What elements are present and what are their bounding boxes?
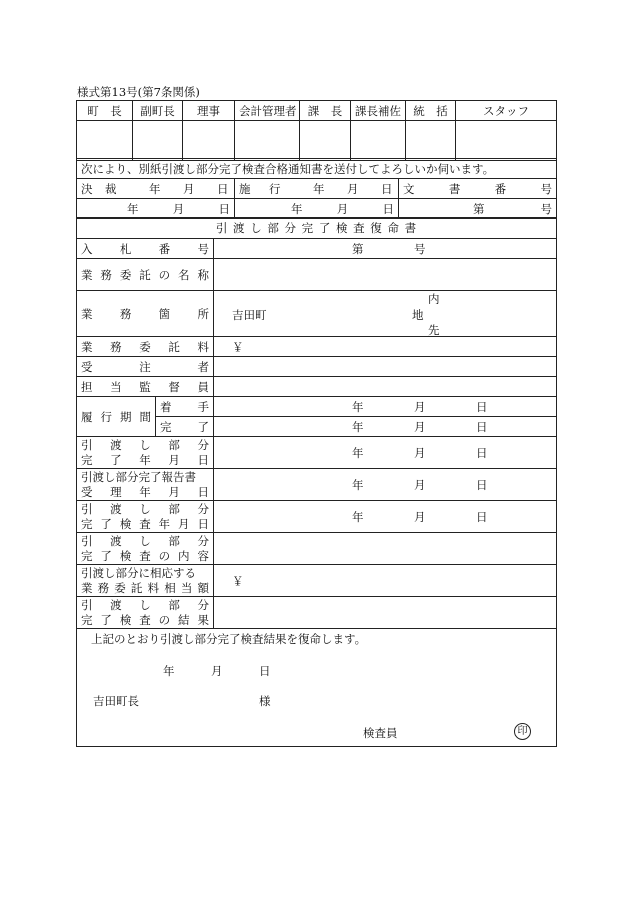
label-fee-equivalent: 引渡し部分に相応する 業 務 委 託 料 相 当 額: [77, 565, 214, 597]
seal-icon: 印: [514, 723, 531, 740]
seal-cell[interactable]: [235, 121, 300, 161]
approver-deputy-mayor: 副町長: [133, 101, 183, 121]
location-value[interactable]: 吉田町 内 地 先: [214, 291, 557, 337]
approver-director: 理事: [183, 101, 235, 121]
request-text: 次により、別紙引渡し部分完了検査合格通知書を送付してよろしいか伺います。: [77, 159, 557, 179]
label-fee: 業 務 委 託 料: [77, 337, 214, 357]
work-name-value[interactable]: [214, 259, 557, 291]
seal-cell[interactable]: [456, 121, 557, 161]
seal-cell[interactable]: [133, 121, 183, 161]
mayor-name: 吉田町長: [93, 694, 139, 708]
period-start-value[interactable]: 年 月 日: [214, 397, 557, 417]
label-inspection-date: 引 渡 し 部 分 完 了 検 査 年 月 日: [77, 501, 214, 533]
inspection-content-value[interactable]: [214, 533, 557, 565]
handover-date-value[interactable]: 年 月 日: [214, 437, 557, 469]
label-work-name: 業 務 委 託 の 名 称: [77, 259, 214, 291]
fee-equivalent-value[interactable]: ￥: [214, 565, 557, 597]
approver-mayor: 町 長: [77, 101, 133, 121]
label-period-start: 着 手: [156, 397, 214, 417]
shiko-date[interactable]: 施 行 年 月 日: [235, 179, 399, 199]
seal-cell[interactable]: [300, 121, 351, 161]
date-field-2[interactable]: 年 月 日: [235, 199, 399, 219]
contractor-value[interactable]: [214, 357, 557, 377]
approver-section-chief: 課 長: [300, 101, 351, 121]
report-received-value[interactable]: 年 月 日: [214, 469, 557, 501]
label-inspection-result: 引 渡 し 部 分 完 了 検 査 の 結 果: [77, 597, 214, 629]
label-period: 履 行 期 間: [77, 397, 156, 437]
label-handover-date: 引 渡 し 部 分 完 了 年 月 日: [77, 437, 214, 469]
label-supervisor: 担 当 監 督 員: [77, 377, 214, 397]
approver-assistant-chief: 課長補佐: [351, 101, 406, 121]
period-end-value[interactable]: 年 月 日: [214, 417, 557, 437]
approval-table: [76, 100, 557, 161]
label-bid-number: 入 札 番 号: [77, 239, 214, 259]
label-location: 業 務 箇 所: [77, 291, 214, 337]
seal-cell[interactable]: [351, 121, 406, 161]
seal-cell[interactable]: [183, 121, 235, 161]
seal-cell[interactable]: [406, 121, 456, 161]
kessai-date[interactable]: 決 裁 年 月 日: [77, 179, 235, 199]
location-town: 吉田町: [232, 308, 267, 322]
report-table: [76, 217, 557, 747]
number-field[interactable]: 第 号: [399, 199, 557, 219]
approver-general: 統 括: [406, 101, 456, 121]
document-number[interactable]: 文 書 番 号: [399, 179, 557, 199]
label-contractor: 受 注 者: [77, 357, 214, 377]
inspector-label: 検査員: [363, 726, 398, 740]
label-report-received: 引渡し部分完了報告書 受 理 年 月 日: [77, 469, 214, 501]
approver-staff: スタッフ: [456, 101, 557, 121]
request-table: [76, 158, 557, 219]
approver-accountant: 会計管理者: [235, 101, 300, 121]
date-field-1[interactable]: 年 月 日: [77, 199, 235, 219]
footer-block: 上記のとおり引渡し部分完了検査結果を復命します。 年 月 日 吉田町長 様 検査員 印: [77, 629, 557, 747]
fee-value[interactable]: ￥: [214, 337, 557, 357]
supervisor-value[interactable]: [214, 377, 557, 397]
seal-cell[interactable]: [77, 121, 133, 161]
report-title: 引 渡 し 部 分 完 了 検 査 復 命 書: [77, 218, 557, 239]
label-inspection-content: 引 渡 し 部 分 完 了 検 査 の 内 容: [77, 533, 214, 565]
form-number: 様式第13号(第7条関係): [77, 85, 200, 99]
inspection-date-value[interactable]: 年 月 日: [214, 501, 557, 533]
inspection-result-value[interactable]: [214, 597, 557, 629]
footer-statement: 上記のとおり引渡し部分完了検査結果を復命します。: [91, 632, 367, 646]
label-period-end: 完 了: [156, 417, 214, 437]
bid-number-value[interactable]: 第 号: [214, 239, 557, 259]
